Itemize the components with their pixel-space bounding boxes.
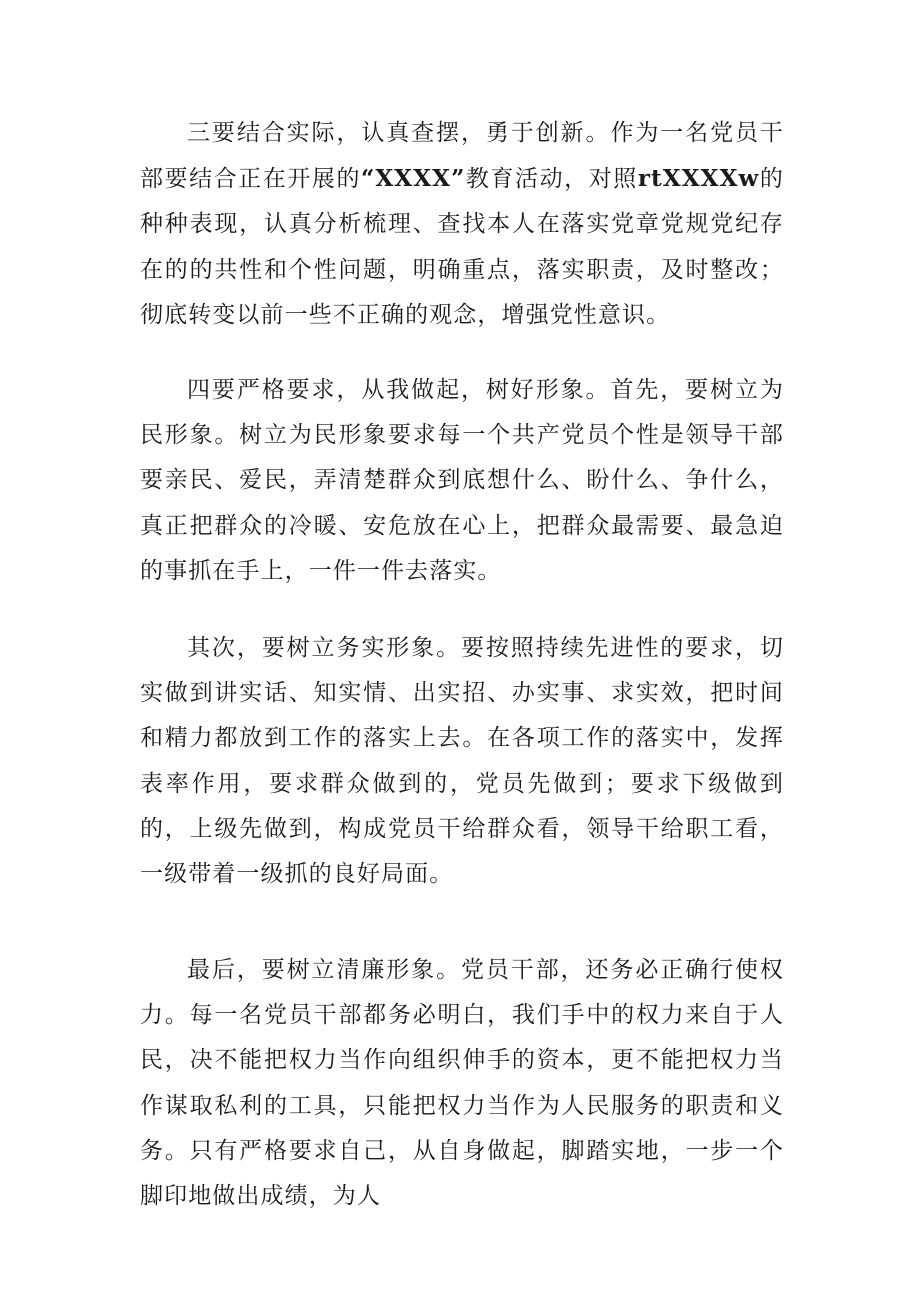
paragraph-text: 教育活动，对照 xyxy=(465,166,638,193)
paragraph-strict-requirements xyxy=(140,368,784,594)
paragraph-text: 三要结合实际，认真查摆，勇于创新。作为一名党员干部要结合正在开展的 xyxy=(140,120,784,193)
paragraph-text: 其次，要树立务实形象。要按照持续先进性的要求，切实做到讲实话、知实情、出实招、办实事、求实效，把时间和精力都放到工作的落实上去。在各项工作的落实中，发挥表率作用，要求群众做到的，党员先做到；要求下级做到的，上级先做到，构成党员干给群众看，领导干给职工看，一级带着一级抓的良好局面。 xyxy=(140,635,784,888)
paragraph-text: 的种种表现，认真分析梳理、查找本人在落实党章党规党纪存在的的共性和个性问题，明确重点，落实职责，及时整改；彻底转变以前一些不正确的观念，增强党性意识。 xyxy=(140,166,785,328)
paragraph-pragmatic-image xyxy=(140,626,784,897)
paragraph-text: 四要严格要求，从我做起，树好形象。首先，要树立为民形象。树立为民形象要求每一个共产党员个性是领导干部要亲民、爱民，弄清楚群众到底想什么、盼什么、争什么，真正把群众的冷暖、安危放在心上，把群众最需要、最急迫的事抓在手上，一件一件去落实。 xyxy=(140,377,784,584)
campaign-name-garbled: rtXXXXw xyxy=(637,165,760,193)
paragraph-clean-image xyxy=(140,948,784,1219)
paragraph-text: 最后，要树立清廉形象。党员干部，还务必正确行使权力。每一名党员干部都务必明白，我们手中的权力来自于人民，决不能把权力当作向组织伸手的资本，更不能把权力当作谋取私利的工具，只能把权力当作为人民服务的职责和义务。只有严格要求自己，从自身做起，脚踏实地，一步一个脚印地做出成绩，为人 xyxy=(140,957,784,1210)
campaign-name-quoted: “XXXX” xyxy=(361,165,466,193)
paragraph-combine-reality xyxy=(140,111,784,338)
